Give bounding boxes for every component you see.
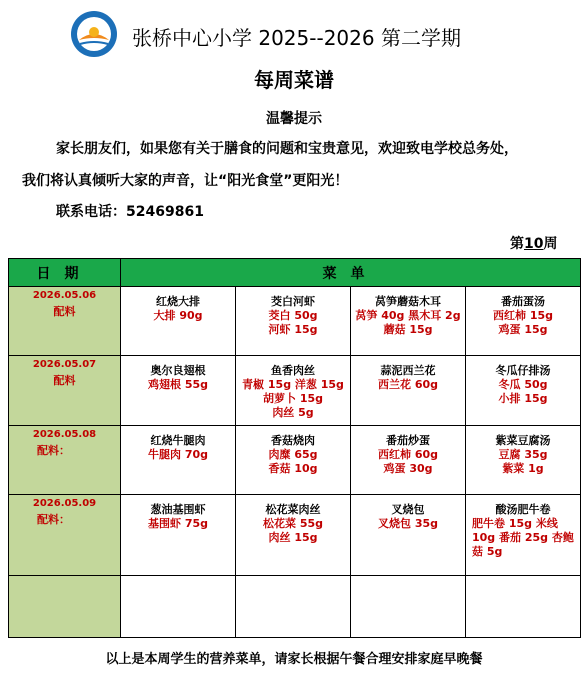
dish-name: 番茄蛋汤	[501, 295, 545, 308]
table-row-empty	[9, 576, 581, 638]
dish-ingredients: 豆腐 35g 紫菜 1g	[498, 448, 548, 475]
school-title: 张桥中心小学 2025--2026 第二学期	[132, 26, 461, 50]
dish-name: 番茄炒蛋	[386, 434, 430, 447]
menu-table	[8, 258, 581, 638]
dish-cell	[466, 576, 581, 638]
dish-name: 紫菜豆腐汤	[495, 434, 551, 447]
date-text: 2026.05.08	[32, 429, 97, 440]
dish-name: 葱油基围虾	[150, 503, 206, 516]
school-logo-icon	[70, 10, 118, 58]
page-title: 每周菜谱	[254, 68, 334, 92]
dish-ingredients: 大排 90g	[153, 309, 203, 322]
dish-cell	[236, 426, 351, 495]
dish-name: 酸汤肥牛卷	[495, 503, 551, 516]
dish-cell	[236, 495, 351, 576]
ingredients-label: 配料	[53, 305, 76, 318]
dish-cell	[236, 356, 351, 426]
ingredients-label: 配料：	[37, 444, 70, 457]
dish-ingredients: 西红柿 60g 鸡蛋 30g	[377, 448, 438, 475]
date-text: 2026.05.06	[32, 290, 97, 301]
date-text: 2026.05.07	[32, 359, 97, 370]
notice-line-2: 我们将认真倾听大家的声音，让“阳光食堂”更阳光！	[22, 173, 349, 189]
dish-cell	[351, 576, 466, 638]
dish-cell	[121, 426, 236, 495]
dish-cell	[351, 495, 466, 576]
dish-cell	[351, 426, 466, 495]
dish-name: 莴笋蘑菇木耳	[375, 295, 441, 308]
date-cell	[9, 356, 121, 426]
dish-name: 红烧大排	[156, 295, 200, 308]
dish-ingredients: 西兰花 60g	[377, 378, 438, 391]
notice-line-1: 家长朋友们，如果您有关于膳食的问题和宝贵意见，欢迎致电学校总务处，	[56, 141, 518, 157]
dish-cell	[121, 576, 236, 638]
dish-name: 鱼香肉丝	[271, 364, 315, 377]
contact-phone: 联系电话：52469861	[56, 204, 204, 220]
dish-name: 叉烧包	[391, 503, 425, 516]
dish-name: 茭白河虾	[271, 295, 315, 308]
week-label	[510, 233, 557, 253]
week-number: 10	[524, 236, 544, 252]
dish-name: 冬瓜仔排汤	[495, 364, 551, 377]
date-cell	[9, 576, 121, 638]
dish-ingredients: 叉烧包 35g	[377, 517, 438, 530]
week-prefix: 第	[510, 236, 524, 252]
dish-name: 蒜泥西兰花	[380, 364, 436, 377]
dish-name: 松花菜肉丝	[265, 503, 321, 516]
header-date: 日期	[9, 259, 121, 287]
dish-ingredients: 基围虾 75g	[147, 517, 208, 530]
dish-ingredients: 肥牛卷 15g 米线 10g 番茄 25g 杏鲍 菇 5g	[472, 517, 574, 558]
table-row	[9, 287, 581, 356]
footer-note: 以上是本周学生的营养菜单，请家长根据午餐合理安排家庭早晚餐	[105, 652, 483, 667]
dish-name: 奥尔良翅根	[150, 364, 206, 377]
dish-ingredients: 肉糜 65g 香菇 10g	[268, 448, 318, 475]
dish-ingredients: 西红柿 15g 鸡蛋 15g	[492, 309, 553, 336]
table-row	[9, 495, 581, 576]
dish-ingredients: 鸡翅根 55g	[147, 378, 208, 391]
dish-cell	[466, 287, 581, 356]
dish-ingredients: 莴笋 40g 黑木耳 2g 蘑菇 15g	[355, 309, 461, 336]
ingredients-label: 配料：	[37, 513, 70, 526]
table-row	[9, 426, 581, 495]
dish-cell	[466, 356, 581, 426]
table-row	[9, 356, 581, 426]
dish-cell	[121, 287, 236, 356]
dish-cell	[236, 287, 351, 356]
dish-ingredients: 松花菜 55g 肉丝 15g	[262, 517, 323, 544]
dish-ingredients: 冬瓜 50g 小排 15g	[498, 378, 548, 405]
ingredients-label: 配料	[53, 374, 76, 387]
dish-cell	[121, 356, 236, 426]
tip-title: 温馨提示	[266, 111, 322, 127]
date-text: 2026.05.09	[32, 498, 97, 509]
dish-cell	[351, 287, 466, 356]
dish-cell	[121, 495, 236, 576]
header-menu: 菜单	[121, 259, 581, 287]
dish-cell	[351, 356, 466, 426]
dish-name: 红烧牛腿肉	[150, 434, 206, 447]
dish-cell	[236, 576, 351, 638]
dish-name: 香菇烧肉	[271, 434, 315, 447]
dish-cell	[466, 495, 581, 576]
dish-cell	[466, 426, 581, 495]
table-header-row	[9, 259, 581, 287]
date-cell	[9, 495, 121, 576]
dish-ingredients: 茭白 50g 河虾 15g	[268, 309, 318, 336]
dish-ingredients: 牛腿肉 70g	[147, 448, 208, 461]
date-cell	[9, 426, 121, 495]
date-cell	[9, 287, 121, 356]
dish-ingredients: 青椒 15g 洋葱 15g 胡萝卜 15g 肉丝 5g	[242, 378, 344, 419]
week-suffix: 周	[543, 236, 558, 252]
